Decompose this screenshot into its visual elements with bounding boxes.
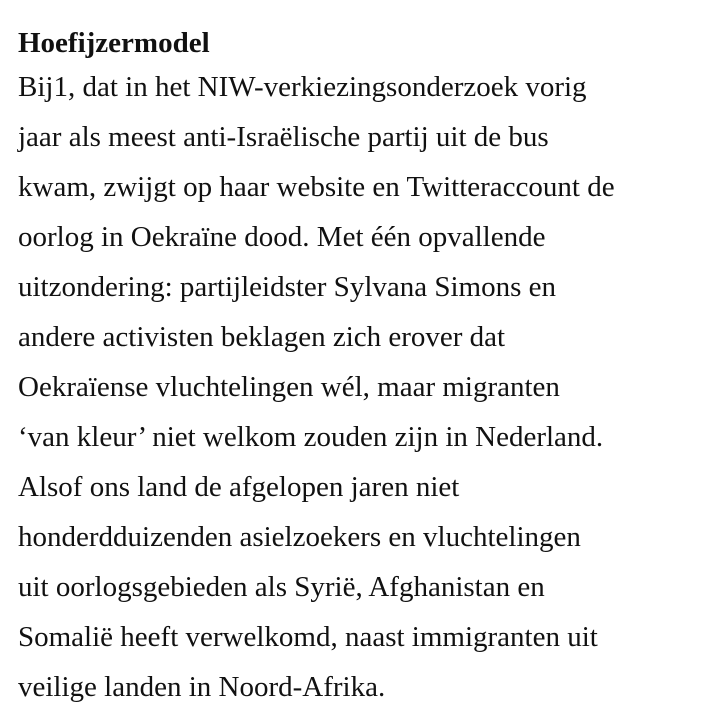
paragraph-line: oorlog in Oekraïne dood. Met één opvallende	[18, 221, 546, 253]
paragraph-line: uitzondering: partijleidster Sylvana Simons en	[18, 271, 557, 303]
article-paragraph	[18, 62, 702, 712]
paragraph-line: veilige landen in Noord-Afrika.	[18, 671, 386, 703]
paragraph-line: Alsof ons land de afgelopen jaren niet	[18, 471, 460, 503]
paragraph-line: kwam, zwijgt op haar website en Twitteraccount de	[18, 171, 615, 203]
paragraph-line: uit oorlogsgebieden als Syrië, Afghanistan en	[18, 571, 545, 603]
paragraph-line: Oekraïense vluchtelingen wél, maar migranten	[18, 371, 560, 403]
paragraph-line: jaar als meest anti-Israëlische partij uit de bus	[18, 121, 549, 153]
paragraph-line: Bij1, dat in het NIW-verkiezingsonderzoek vorig	[18, 71, 587, 103]
paragraph-line: Somalië heeft verwelkomd, naast immigranten uit	[18, 621, 598, 653]
article	[18, 24, 702, 712]
paragraph-line: ‘van kleur’ niet welkom zouden zijn in Nederland.	[18, 421, 604, 453]
section-heading: Hoefijzermodel	[18, 27, 210, 59]
paragraph-line: honderdduizenden asielzoekers en vluchtelingen	[18, 521, 581, 553]
paragraph-line: andere activisten beklagen zich erover dat	[18, 321, 506, 353]
